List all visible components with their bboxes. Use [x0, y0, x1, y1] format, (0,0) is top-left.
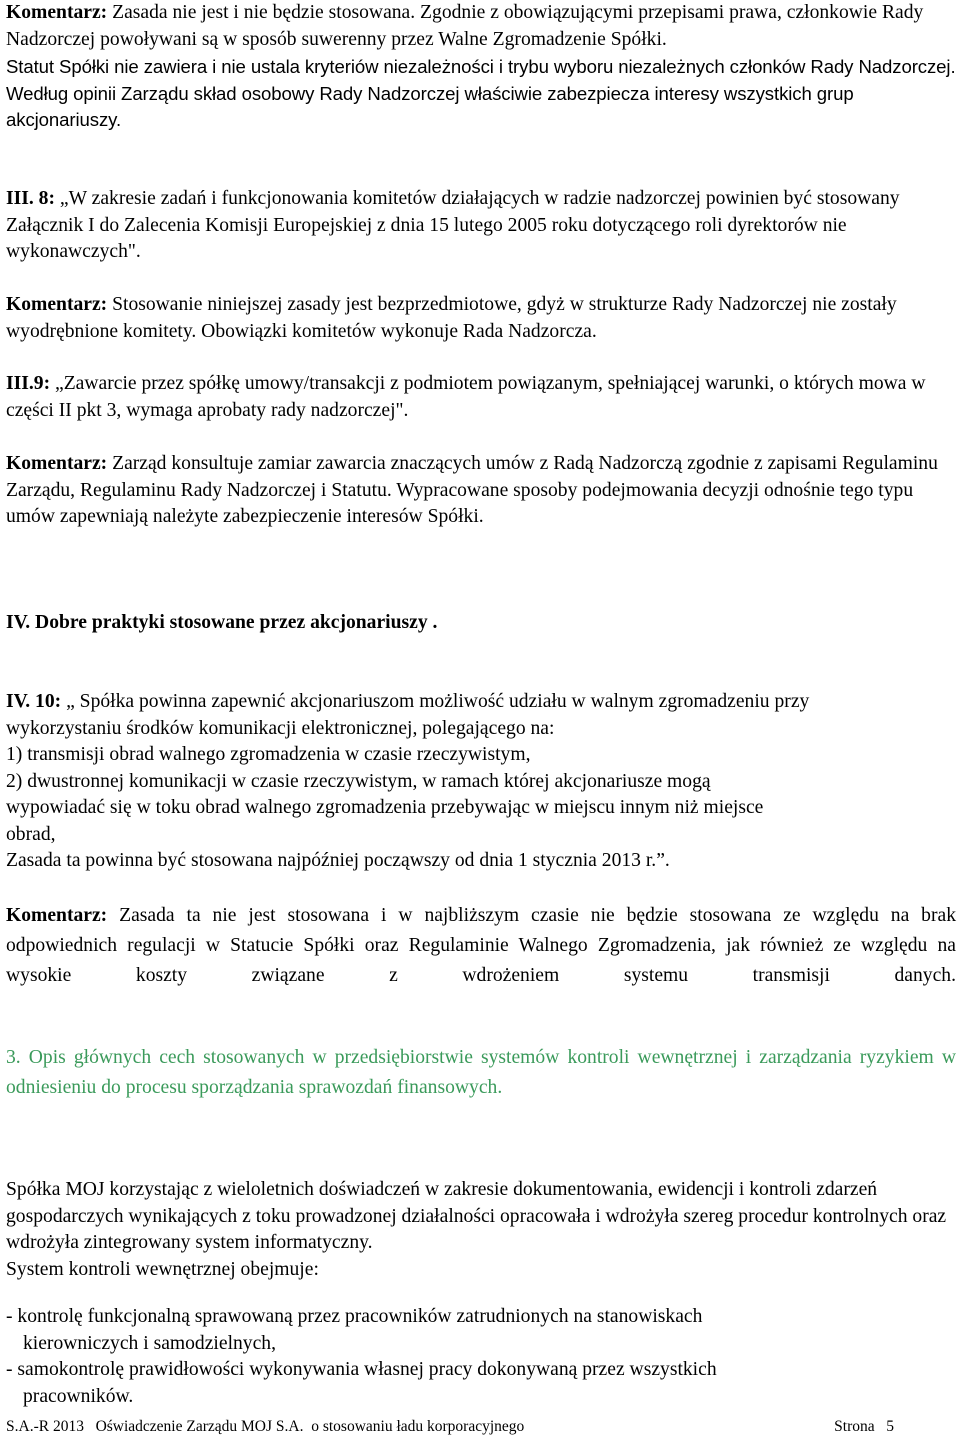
comment-text: Stosowanie niniejszej zasady jest bezprzedmiotowe, gdyż w strukturze Rady Nadzorczej nie zostały wyodrębnione komitety. Obowiązki komitetów wykonuje Rada Nadzorcza. [6, 294, 897, 342]
section-3-heading: 3. Opis głównych cech stosowanych w przedsiębiorstwie systemów kontroli wewnętrznej i zarządzania ryzykiem w odniesieniu do procesu sporządzania sprawozdań finansowych. [6, 1047, 956, 1098]
control-system-intro: System kontroli wewnętrznej obejmuje: [6, 1259, 319, 1280]
principle-paragraph [6, 371, 956, 424]
principle-text: „Zawarcie przez spółkę umowy/transakcji z podmiotem powiązanym, spełniającej warunki, o których mowa w części II pkt 3, wymaga aprobaty rady nadzorczej". [6, 373, 926, 421]
page-footer [6, 1418, 956, 1436]
comment-paragraph [6, 901, 956, 991]
comment-paragraph [6, 451, 956, 531]
principle-paragraph [6, 689, 956, 875]
comment-label: Komentarz: [6, 905, 108, 926]
list-item [6, 1304, 702, 1357]
principle-line: 2) dwustronnej komunikacji w czasie rzeczywistym, w ramach której akcjonariusze mogą [6, 770, 711, 792]
principle-line: obrad, [6, 823, 56, 845]
comment-label: Komentarz: [6, 2, 108, 23]
comment-label: Komentarz: [6, 294, 108, 315]
comment-text: Zarząd konsultuje zamiar zawarcia znaczących umów z Radą Nadzorczą zgodnie z zapisami Regulaminu Zarządu, Regulaminu Rady Nadzorczej i Statutu. Wypracowane sposoby podejmowania decyzji odnośnie tego typu umów zapewniają należyte zabezpieczenie interesów Spółki. [6, 453, 938, 527]
principle-line: wykorzystaniu środków komunikacji elektronicznej, polegającego na: [6, 717, 555, 739]
list-item-line: kierowniczych i samodzielnych, [23, 1332, 276, 1354]
principle-line: wypowiadać się w toku obrad walnego zgromadzenia przebywając w miejscu innym niż miejsce [6, 797, 764, 818]
comment-paragraph [6, 292, 956, 345]
principle-paragraph [6, 186, 956, 266]
principle-number: III. 8: [6, 188, 55, 209]
section-heading: IV. Dobre praktyki stosowane przez akcjonariuszy . [6, 612, 438, 633]
list-item-line: pracowników. [23, 1385, 134, 1407]
list-item-line: - samokontrolę prawidłowości wykonywania własnej pracy dokonywaną przez wszystkich [6, 1359, 717, 1380]
comment-label: Komentarz: [6, 453, 108, 474]
principle-text: „W zakresie zadań i funkcjonowania komitetów działających w radzie nadzorczej powinien być stosowany Załącznik I do Zalecenia Komisji Europejskiej z dnia 15 lutego 2005 roku dotyczącego roli dyrektorów nie wykonawczych". [6, 188, 900, 262]
statute-paragraph: Statut Spółki nie zawiera i nie ustala kryteriów niezależności i trybu wyboru niezależnych członków Rady Nadzorczej. Według opinii Zarządu skład osobowy Rady Nadzorczej właściwie zabezpiecza interesy wszystkich grup akcjonariuszy. [6, 56, 956, 130]
principle-number: III.9: [6, 373, 51, 394]
control-system-paragraph: Spółka MOJ korzystając z wieloletnich doświadczeń w zakresie dokumentowania, ewidencji i kontroli zdarzeń gospodarczych wynikających z toku prowadzonej działalności opracowała i wdrożyła szereg procedur kontrolnych oraz wdrożyła zintegrowany system informatyczny. [6, 1179, 947, 1253]
comment-paragraph [6, 0, 956, 53]
principle-line: 1) transmisji obrad walnego zgromadzenia w czasie rzeczywistym, [6, 744, 531, 765]
list-item [6, 1357, 717, 1410]
principle-line: „ Spółka powinna zapewnić akcjonariuszom możliwość udziału w walnym zgromadzeniu przy [61, 691, 810, 712]
comment-text: Zasada nie jest i nie będzie stosowana. Zgodnie z obowiązującymi przepisami prawa, członkowie Rady Nadzorczej powoływani są w sposób suwerenny przez Walne Zgromadzenie Spółki. [6, 2, 924, 50]
list-item-line: - kontrolę funkcjonalną sprawowaną przez pracowników zatrudnionych na stanowiskach [6, 1306, 703, 1327]
page-number: Strona 5 [834, 1418, 894, 1435]
comment-text: Zasada ta nie jest stosowana i w najbliższym czasie nie będzie stosowana ze względu na brak odpowiednich regulacji w Statucie Spółki oraz Regulaminie Walnego Zgromadzenia, jak również ze względu na wysokie koszty związane z wdrożeniem systemu transmisji danych. [6, 905, 956, 986]
principle-number: IV. 10: [6, 691, 62, 712]
footer-title: S.A.-R 2013 Oświadczenie Zarządu MOJ S.A. o stosowaniu ładu korporacyjnego [6, 1418, 525, 1435]
principle-line: Zasada ta powinna być stosowana najpóźniej począwszy od dnia 1 stycznia 2013 r.”. [6, 850, 670, 871]
